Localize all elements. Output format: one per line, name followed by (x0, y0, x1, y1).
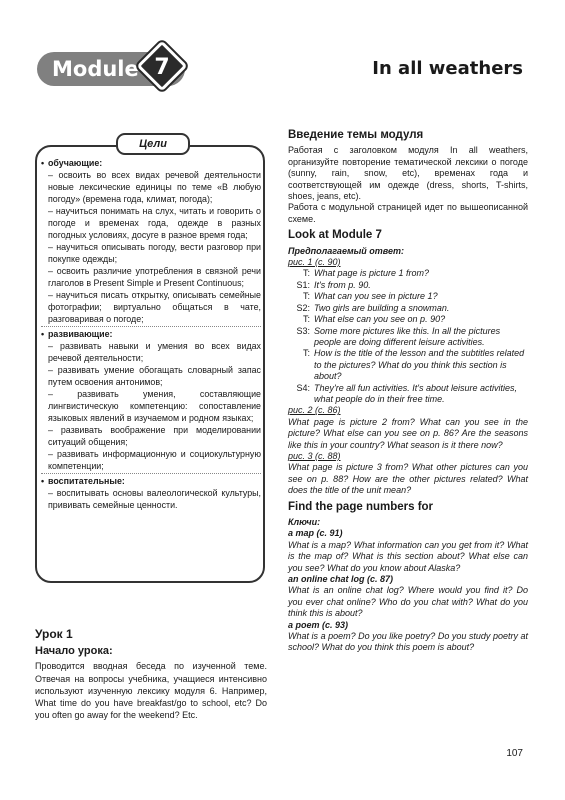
dialogue-line (288, 314, 528, 325)
goals-section-heading: • воспитательные: (41, 475, 261, 487)
goal-item: – освоить во всех видах речевой деятельности новые лексические единицы по теме «В любую погоду» (времена года, климат, погода); (48, 170, 261, 204)
line-text: Two girls are building a snowman. (314, 302, 450, 313)
speaker: T: (302, 268, 310, 279)
speaker: T: (302, 291, 310, 302)
goal-item: – развивать информационную и социокультурную компетенции; (48, 449, 261, 471)
goal-item: – развивать умение обогащать словарный запас путем освоения антонимов; (48, 365, 261, 387)
goal-item: – воспитывать основы валеологической культуры, прививать семейные ценности. (48, 488, 261, 510)
speaker: S4: (296, 382, 310, 393)
goals-title: Цели (116, 133, 190, 155)
find-heading: Find the page numbers for (288, 500, 434, 513)
dialogue-line (288, 348, 528, 382)
find-item-label: a map (c. 91) (288, 528, 343, 539)
line-text: It's from p. 90. (314, 279, 371, 290)
line-text: What else can you see on p. 90? (314, 314, 446, 325)
line-text: Some more pictures like this. In all the pictures people are doing different leisure activities. (314, 325, 501, 347)
picture-reference: рис. 3 (с. 88) (288, 450, 341, 461)
lesson-title: Урок 1 (35, 627, 73, 641)
module-number: 7 (154, 55, 170, 80)
dialogue-line (288, 326, 528, 349)
lesson-section (35, 628, 267, 721)
divider (41, 326, 261, 327)
goals-list (41, 157, 261, 511)
goals-section-heading: • развивающие: (41, 328, 261, 340)
find-item-label: a poem (c. 93) (288, 619, 349, 630)
speaker: S3: (296, 325, 310, 336)
dialogue-line (288, 268, 528, 279)
module-label: Module (52, 57, 139, 81)
speaker: S2: (296, 302, 310, 313)
find-item-label: an online chat log (c. 87) (288, 574, 394, 585)
answer-label: Предполагаемый ответ: (288, 245, 405, 256)
picture-reference: рис. 2 (с. 86) (288, 405, 341, 416)
speaker: T: (302, 314, 310, 325)
picture-reference: рис. 1 (с. 90) (288, 257, 341, 268)
module-title: In all weathers (372, 58, 523, 79)
dialogue-line (288, 291, 528, 302)
divider (41, 473, 261, 474)
lesson-text: Проводится вводная беседа по изученной теме. Отвечая на вопросы учебника, учащиеся интенсивно используют изученную лексику модуля 6. Например, What time do you have breakfast/go to school, etc? Do you often go away for the weekend? Etc. (35, 661, 267, 721)
speaker: S1: (296, 279, 310, 290)
goal-item: – развивать воображение при моделировании ситуаций общения; (48, 425, 261, 447)
lesson-subtitle: Начало урока: (35, 645, 113, 658)
dialogue-line (288, 383, 528, 406)
goal-item: – освоить различие употребления в связной речи глаголов в Present Simple и Present Continuous; (48, 266, 261, 288)
line-text: They're all fun activities. It's about leisure activities, what people do in their free time. (314, 382, 518, 404)
goal-item: – научиться писать открытку, описывать семейные фотографии; виртуально общаться в чате, разговаривая о погоде; (48, 290, 261, 324)
find-item-text: What is a map? What information can you get from it? What is the map of? What is this section about? What else can you see? What do you know about Alaska? (288, 539, 528, 573)
find-item-text: What is a poem? Do you like poetry? Do you study poetry at school? What do you think this poem is about? (288, 631, 528, 653)
goals-section-heading: • обучающие: (41, 157, 261, 169)
intro-paragraph: Работая с заголовком модуля In all weathers, организуйте повторение тематической лексики о погоде (sunny, rain, snow, etc), временах года и соответствующей им одежде (dress, shorts, T-shirts, shoes, jeans, etc). (288, 145, 528, 202)
line-text: How is the title of the lesson and the subtitles related to the pictures? What do you think this section is about? (314, 348, 525, 382)
dialogue-line (288, 280, 528, 291)
speaker: T: (302, 348, 310, 359)
picture-questions: What page is picture 3 from? What other pictures can you see on p. 88? How are the other pictures related? What does the title of the unit mean? (288, 462, 528, 496)
dialogue-line (288, 303, 528, 314)
picture-questions: What page is picture 2 from? What can you see in the picture? What else can you see on p. 86? Are the seasons like this in your country? What season is it there now? (288, 416, 528, 450)
intro-heading: Введение темы модуля (288, 129, 424, 141)
goal-item: – развивать навыки и умения во всех видах речевой деятельности; (48, 341, 261, 363)
line-text: What can you see in picture 1? (314, 291, 438, 302)
intro-paragraph: Работа с модульной страницей идет по вышеописанной схеме. (288, 202, 528, 224)
goal-item: – научиться описывать погоду, вести разговор при покупке одежды; (48, 242, 261, 264)
find-item-text: What is an online chat log? Where would you find it? Do you ever chat online? Who do you chat with? What do you think this is about? (288, 585, 528, 619)
keys-label: Ключи: (288, 517, 321, 527)
right-column (288, 130, 528, 654)
goal-item: – развивать умения, составляющие лингвистическую компетенцию: сопоставление языковых явлений в изучаемом и родном языках; (48, 389, 261, 423)
page-number: 107 (506, 748, 523, 759)
line-text: What page is picture 1 from? (314, 268, 430, 279)
look-heading: Look at Module 7 (288, 229, 382, 242)
goal-item: – научиться понимать на слух, читать и говорить о погоде и временах года, одежде в разных погодных условиях, досуге в разное время года; (48, 206, 261, 240)
